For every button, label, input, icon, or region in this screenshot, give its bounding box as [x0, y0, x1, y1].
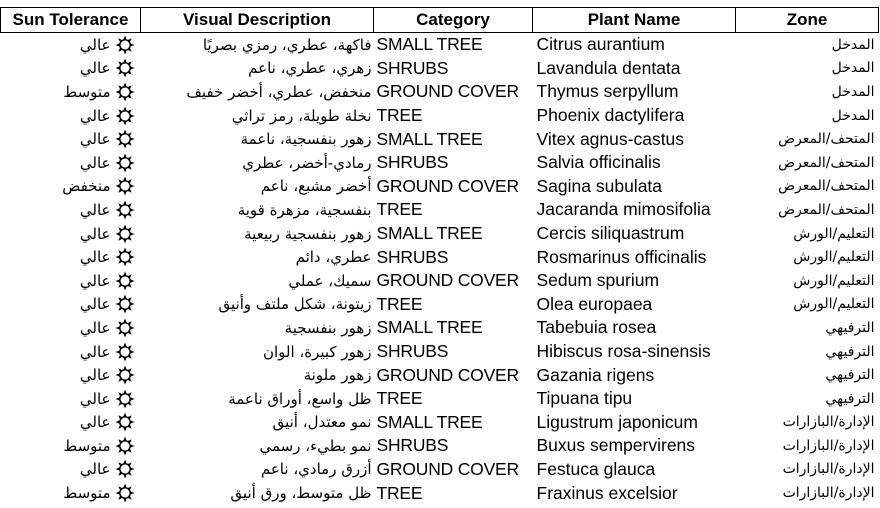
sun-tolerance-wrap — [80, 248, 111, 266]
cell-visual-description: زهور كبيرة، الوان — [262, 342, 372, 361]
sun-tolerance-value: متوسط — [63, 436, 111, 455]
sun-icon — [115, 153, 135, 173]
sun-tolerance-wrap — [80, 460, 111, 478]
cell-sun-tolerance — [1, 33, 141, 57]
cell-zone: المدخل — [831, 60, 875, 77]
table-row — [1, 481, 879, 505]
cell-category: TREE — [376, 482, 423, 503]
table-row — [1, 80, 879, 104]
table-row — [1, 175, 879, 199]
sun-tolerance-value: منخفض — [62, 177, 111, 196]
table-row — [1, 458, 879, 482]
cell-zone: الإدارة/البازارات — [782, 437, 875, 454]
sun-icon — [115, 271, 135, 291]
cell-category: GROUND COVER — [376, 81, 519, 102]
cell-plant-name: Festuca glauca — [536, 458, 656, 479]
sun-tolerance-value: عالي — [79, 224, 111, 243]
cell-zone: الإدارة/البازارات — [782, 461, 875, 478]
header-plant-name: Plant Name — [533, 8, 736, 33]
cell-sun-tolerance — [1, 481, 141, 505]
sun-icon — [115, 365, 135, 385]
cell-plant-name: Rosmarinus officinalis — [536, 246, 707, 267]
sun-tolerance-wrap — [63, 484, 110, 502]
sun-tolerance-value: عالي — [79, 248, 111, 267]
cell-plant-name: Phoenix dactylifera — [536, 105, 685, 126]
sun-tolerance-wrap — [62, 177, 110, 195]
sun-icon — [115, 318, 135, 338]
sun-tolerance-wrap — [80, 413, 111, 431]
cell-visual-description: بنفسجية، مزهرة قوية — [237, 200, 372, 219]
header-visual-description: Visual Description — [141, 8, 374, 33]
cell-category: TREE — [376, 199, 423, 220]
sun-icon — [115, 35, 135, 55]
sun-tolerance-wrap — [80, 201, 111, 219]
cell-sun-tolerance — [1, 340, 141, 364]
cell-sun-tolerance — [1, 387, 141, 411]
cell-visual-description: نخلة طويلة، رمز تراثي — [231, 106, 372, 125]
sun-tolerance-wrap — [63, 437, 110, 455]
table-row — [1, 411, 879, 435]
sun-icon — [115, 342, 135, 362]
sun-icon — [115, 129, 135, 149]
cell-sun-tolerance — [1, 458, 141, 482]
cell-category: SHRUBS — [376, 152, 449, 173]
table-row — [1, 104, 879, 128]
cell-plant-name: Tipuana tipu — [536, 388, 633, 409]
sun-tolerance-value: عالي — [79, 271, 111, 290]
sun-tolerance-wrap — [80, 366, 111, 384]
sun-icon — [115, 459, 135, 479]
table-row — [1, 340, 879, 364]
cell-visual-description: نمو معتدل، أنيق — [272, 413, 372, 432]
cell-sun-tolerance — [1, 363, 141, 387]
sun-tolerance-value: عالي — [79, 460, 111, 479]
table-row — [1, 363, 879, 387]
cell-category: SMALL TREE — [376, 223, 483, 244]
sun-icon — [115, 106, 135, 126]
cell-category: TREE — [376, 293, 423, 314]
cell-visual-description: فاكهة، عطري، رمزي بصريًا — [202, 35, 372, 54]
cell-visual-description: زهور بنفسجية ربيعية — [244, 224, 372, 243]
header-zone: Zone — [736, 8, 879, 33]
sun-icon — [115, 412, 135, 432]
sun-tolerance-wrap — [80, 295, 111, 313]
cell-zone: الترفيهي — [825, 367, 875, 384]
cell-visual-description: زهور بنفسجية — [284, 318, 372, 337]
sun-tolerance-value: عالي — [79, 413, 111, 432]
cell-category: SHRUBS — [376, 435, 449, 456]
cell-category: GROUND COVER — [376, 270, 519, 291]
sun-tolerance-value: عالي — [79, 35, 111, 54]
sun-tolerance-wrap — [80, 343, 111, 361]
cell-visual-description: ظل متوسط، ورق أنيق — [230, 484, 372, 503]
cell-sun-tolerance — [1, 434, 141, 458]
sun-tolerance-wrap — [80, 154, 111, 172]
sun-tolerance-value: عالي — [79, 130, 111, 149]
sun-tolerance-value: عالي — [79, 153, 111, 172]
cell-sun-tolerance — [1, 175, 141, 199]
cell-sun-tolerance — [1, 80, 141, 104]
table-row — [1, 293, 879, 317]
header-row — [1, 8, 879, 33]
cell-zone: الترفيهي — [825, 390, 875, 407]
sun-icon — [115, 483, 135, 503]
cell-plant-name: Buxus sempervirens — [536, 435, 696, 456]
cell-visual-description: زهور بنفسجية، ناعمة — [240, 130, 372, 149]
sun-tolerance-wrap — [80, 272, 111, 290]
sun-icon — [115, 389, 135, 409]
cell-sun-tolerance — [1, 222, 141, 246]
table-row — [1, 316, 879, 340]
sun-icon — [115, 58, 135, 78]
cell-plant-name: Gazania rigens — [536, 364, 655, 385]
table-row — [1, 434, 879, 458]
cell-zone: التعليم/الورش — [793, 296, 875, 313]
cell-visual-description: منخفض، عطري، أخضر خفيف — [186, 82, 372, 101]
sun-tolerance-value: عالي — [79, 318, 111, 337]
sun-tolerance-value: عالي — [79, 200, 111, 219]
sun-tolerance-value: عالي — [79, 59, 111, 78]
sun-icon — [115, 294, 135, 314]
cell-zone: المتحف/المعرض — [778, 154, 875, 171]
cell-category: GROUND COVER — [376, 458, 519, 479]
cell-sun-tolerance — [1, 245, 141, 269]
cell-category: SMALL TREE — [376, 317, 483, 338]
cell-plant-name: Sagina subulata — [536, 175, 663, 196]
cell-zone: المدخل — [831, 107, 875, 124]
cell-sun-tolerance — [1, 57, 141, 81]
table-row — [1, 151, 879, 175]
sun-icon — [115, 82, 135, 102]
table-row — [1, 269, 879, 293]
cell-zone: التعليم/الورش — [793, 225, 875, 242]
cell-sun-tolerance — [1, 316, 141, 340]
sun-tolerance-wrap — [80, 59, 111, 77]
table-row — [1, 222, 879, 246]
header-category: Category — [374, 8, 533, 33]
table-row — [1, 245, 879, 269]
cell-plant-name: Fraxinus excelsior — [536, 482, 678, 503]
sun-icon — [115, 224, 135, 244]
cell-visual-description: أزرق رمادي، ناعم — [260, 460, 372, 479]
cell-category: SHRUBS — [376, 341, 449, 362]
sun-tolerance-wrap — [80, 225, 111, 243]
cell-plant-name: Sedum spurium — [536, 270, 660, 291]
cell-visual-description: عطري، دائم — [295, 248, 372, 267]
sun-icon — [115, 200, 135, 220]
sun-icon — [115, 176, 135, 196]
sun-tolerance-wrap — [80, 130, 111, 148]
cell-plant-name: Olea europaea — [536, 293, 653, 314]
sun-tolerance-value: عالي — [79, 366, 111, 385]
cell-plant-name: Ligustrum japonicum — [536, 411, 698, 432]
cell-category: SHRUBS — [376, 57, 449, 78]
cell-category: TREE — [376, 105, 423, 126]
cell-visual-description: أخضر مشبع، ناعم — [260, 177, 372, 196]
cell-zone: الترفيهي — [825, 319, 875, 336]
table-row — [1, 198, 879, 222]
cell-category: SMALL TREE — [376, 411, 483, 432]
sun-icon — [115, 436, 135, 456]
table-row — [1, 57, 879, 81]
cell-zone: الإدارة/البازارات — [782, 414, 875, 431]
cell-zone: المدخل — [831, 83, 875, 100]
sun-tolerance-value: عالي — [79, 342, 111, 361]
table-body — [1, 33, 879, 505]
header-sun-tolerance: Sun Tolerance — [1, 8, 141, 33]
table-row — [1, 33, 879, 57]
cell-category: GROUND COVER — [376, 364, 519, 385]
cell-sun-tolerance — [1, 411, 141, 435]
cell-plant-name: Citrus aurantium — [536, 34, 665, 55]
sun-tolerance-value: عالي — [79, 389, 111, 408]
sun-tolerance-wrap — [63, 83, 110, 101]
cell-visual-description: زيتونة، شكل ملتف وأنيق — [218, 295, 372, 314]
cell-category: GROUND COVER — [376, 175, 519, 196]
cell-plant-name: Tabebuia rosea — [536, 317, 657, 338]
plant-table — [0, 7, 879, 505]
sun-tolerance-wrap — [80, 36, 111, 54]
sun-tolerance-value: عالي — [79, 295, 111, 314]
cell-plant-name: Thymus serpyllum — [536, 81, 679, 102]
cell-plant-name: Jacaranda mimosifolia — [536, 199, 711, 220]
cell-plant-name: Cercis siliquastrum — [536, 223, 685, 244]
cell-zone: الإدارة/البازارات — [782, 485, 875, 502]
cell-visual-description: ظل واسع، أوراق ناعمة — [228, 389, 372, 408]
cell-plant-name: Salvia officinalis — [536, 152, 661, 173]
cell-sun-tolerance — [1, 151, 141, 175]
sun-tolerance-wrap — [80, 319, 111, 337]
table-row — [1, 387, 879, 411]
cell-visual-description: رمادي-أخضر، عطري — [242, 153, 372, 172]
cell-zone: التعليم/الورش — [793, 249, 875, 266]
cell-zone: المتحف/المعرض — [778, 178, 875, 195]
table-row — [1, 127, 879, 151]
cell-visual-description: زهري، عطري، ناعم — [248, 59, 372, 78]
sun-tolerance-value: متوسط — [63, 484, 111, 503]
cell-category: SHRUBS — [376, 246, 449, 267]
cell-sun-tolerance — [1, 198, 141, 222]
sun-tolerance-value: متوسط — [63, 82, 111, 101]
sun-tolerance-value: عالي — [79, 106, 111, 125]
cell-sun-tolerance — [1, 269, 141, 293]
cell-plant-name: Vitex agnus-castus — [536, 128, 685, 149]
sun-tolerance-wrap — [80, 390, 111, 408]
cell-zone: المتحف/المعرض — [778, 201, 875, 218]
cell-zone: التعليم/الورش — [793, 272, 875, 289]
cell-plant-name: Lavandula dentata — [536, 57, 681, 78]
cell-zone: المدخل — [831, 36, 875, 53]
cell-visual-description: نمو بطيء، رسمي — [259, 436, 372, 455]
cell-sun-tolerance — [1, 127, 141, 151]
cell-category: TREE — [376, 388, 423, 409]
sun-tolerance-wrap — [80, 107, 111, 125]
cell-sun-tolerance — [1, 293, 141, 317]
cell-category: SMALL TREE — [376, 34, 483, 55]
cell-zone: الترفيهي — [825, 343, 875, 360]
cell-plant-name: Hibiscus rosa-sinensis — [536, 341, 711, 362]
cell-visual-description: زهور ملونة — [303, 366, 372, 385]
cell-visual-description: سميك، عملي — [288, 271, 372, 290]
cell-sun-tolerance — [1, 104, 141, 128]
cell-zone: المتحف/المعرض — [778, 131, 875, 148]
cell-category: SMALL TREE — [376, 128, 483, 149]
sun-icon — [115, 247, 135, 267]
